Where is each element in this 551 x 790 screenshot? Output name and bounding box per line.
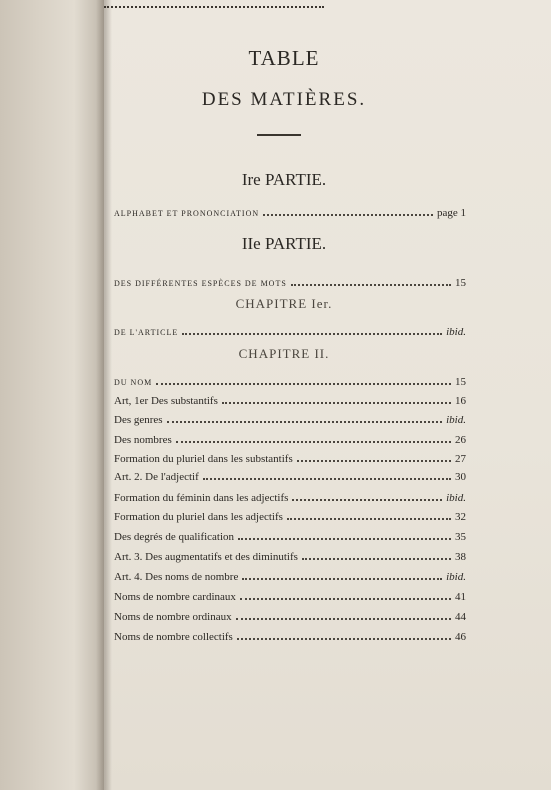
toc-entry	[114, 507, 466, 523]
toc-entry	[114, 372, 466, 388]
toc-entry-label: Des genres	[114, 414, 163, 426]
toc-entry	[114, 449, 466, 465]
dot-leader	[167, 410, 443, 423]
dot-leader	[236, 607, 451, 620]
binding-margin	[0, 0, 106, 790]
toc-entry-label: Noms de nombre collectifs	[114, 631, 233, 643]
toc-entry-page: ibid.	[446, 414, 466, 426]
chapter-2-heading: CHAPITRE II.	[238, 346, 330, 361]
dot-leader	[242, 567, 442, 580]
toc-entry-label: Formation du pluriel dans les substantifs	[114, 453, 293, 465]
dot-leader	[292, 488, 442, 501]
toc-entry	[114, 430, 466, 446]
toc-entry-label: Formation du pluriel dans les adjectifs	[114, 511, 283, 523]
toc-entry	[114, 203, 466, 219]
toc-entry-page: 41	[455, 591, 466, 603]
dot-leader	[237, 627, 451, 640]
toc-entry-page: 35	[455, 531, 466, 543]
toc-entry	[114, 607, 466, 623]
toc-entry	[114, 567, 466, 583]
toc-entry-label: Art. 4. Des noms de nombre	[114, 571, 239, 583]
dot-leader	[302, 547, 451, 560]
toc-entry-label: Formation du féminin dans les adjectifs	[114, 492, 289, 504]
toc-entry-page: ibid.	[446, 571, 466, 583]
toc-entry-label: ALPHABET ET PRONONCIATION	[114, 209, 260, 218]
toc-entry-page: page 1	[436, 207, 466, 219]
toc-entry	[114, 391, 466, 407]
toc-entry	[114, 547, 466, 563]
dot-leader	[238, 527, 451, 540]
part-2-heading: IIe PARTIE.	[241, 234, 327, 253]
toc-entry-page: 15	[455, 277, 466, 289]
toc-entry-page: 30	[455, 471, 466, 483]
toc-entry	[114, 410, 466, 426]
dot-leader	[156, 372, 451, 385]
toc-entry-page: 27	[455, 453, 466, 465]
dot-leader	[291, 273, 451, 286]
dot-leader	[287, 507, 451, 520]
dot-leader	[297, 449, 451, 462]
toc-entry-page: 32	[455, 511, 466, 523]
toc-entry-label: DE L'ARTICLE	[114, 328, 179, 337]
page-fold-shadow	[96, 0, 112, 790]
toc-entry-page: 15	[455, 376, 466, 388]
contents-page	[104, 0, 551, 790]
toc-entry-label: Des degrés de qualification	[114, 531, 235, 543]
toc-entry	[114, 467, 466, 483]
toc-entry-label: Art. 3. Des augmentatifs et des diminutifs	[114, 551, 298, 563]
toc-entry-page: 46	[455, 631, 466, 643]
toc-entry-label: Art, 1er Des substantifs	[114, 395, 218, 407]
part-1-heading: Ire PARTIE.	[241, 170, 327, 189]
toc-entry-label: Art. 2. De l'adjectif	[114, 471, 199, 483]
toc-entry-label: DES DIFFÉRENTES ESPÈCES DE MOTS	[114, 279, 287, 288]
toc-entry-page: ibid.	[446, 492, 466, 504]
toc-entry-label: Des nombres	[114, 434, 172, 446]
toc-entry-page: 16	[455, 395, 466, 407]
dot-leader	[176, 430, 451, 443]
dot-leader	[263, 203, 433, 216]
top-dotted-rule	[104, 0, 324, 8]
toc-entry-label: DU NOM	[114, 378, 153, 387]
toc-entry-page: 38	[455, 551, 466, 563]
page-title: TABLE	[248, 46, 320, 70]
chapter-1-heading: CHAPITRE Ier.	[235, 296, 333, 311]
toc-entry-page: 26	[455, 434, 466, 446]
dot-leader	[222, 391, 451, 404]
page-subtitle: DES MATIÈRES.	[201, 89, 367, 110]
toc-entry	[114, 627, 466, 643]
dot-leader	[240, 587, 451, 600]
toc-entry	[114, 587, 466, 603]
toc-entry-label: Noms de nombre ordinaux	[114, 611, 232, 623]
dot-leader	[203, 467, 451, 480]
title-divider	[257, 134, 301, 136]
toc-entry-page: 44	[455, 611, 466, 623]
toc-entry-page: ibid.	[446, 326, 466, 338]
toc-entry	[114, 527, 466, 543]
toc-entry	[114, 273, 466, 289]
toc-entry	[114, 322, 466, 338]
dot-leader	[182, 322, 442, 335]
toc-entry	[114, 488, 466, 504]
toc-entry-label: Noms de nombre cardinaux	[114, 591, 236, 603]
